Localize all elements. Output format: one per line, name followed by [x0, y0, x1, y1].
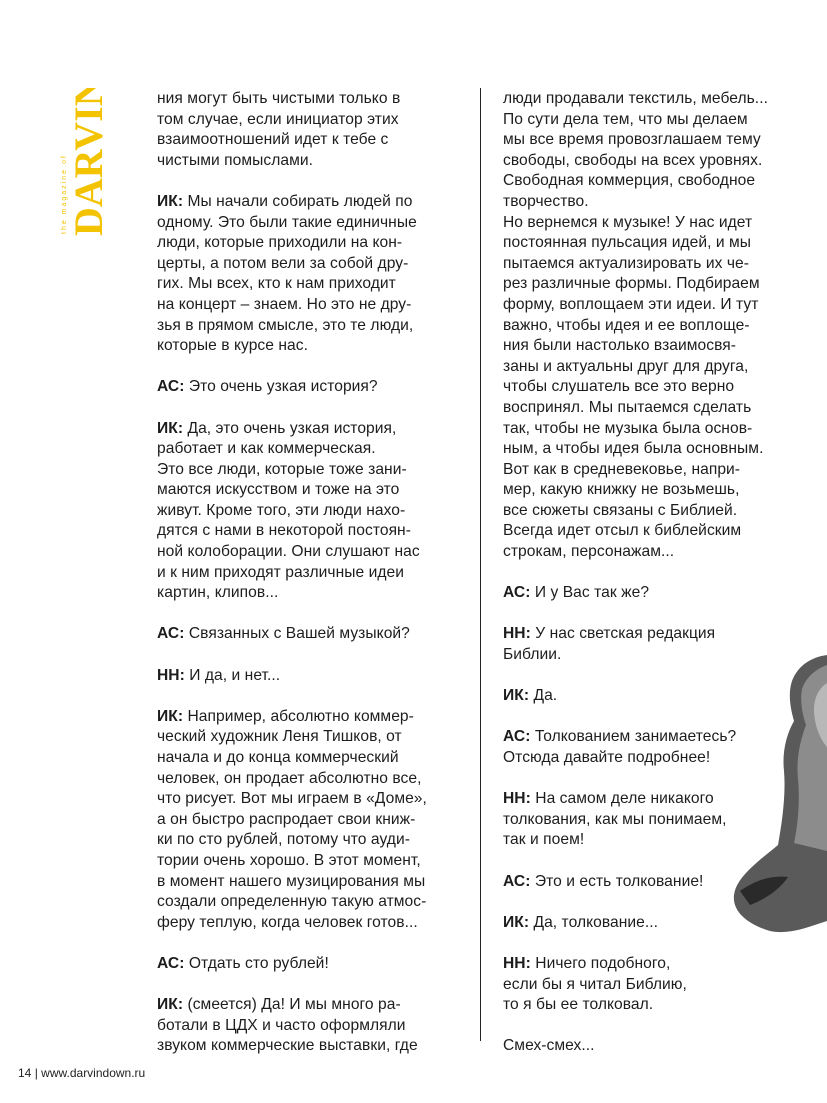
text-line [503, 357, 799, 378]
line-text: так и поем! [503, 831, 585, 849]
line-text: ной колоборации. Они слушают нас [157, 543, 420, 561]
line-text: создали определенную такую атмос- [157, 893, 427, 911]
line-text: все сюжеты связаны с Библией. [503, 501, 738, 519]
text-line [157, 501, 457, 522]
text-line [503, 89, 799, 110]
line-text: взаимоотношений идет к тебе с [157, 131, 389, 149]
text-line [157, 377, 457, 398]
line-text: свободы, свободы на всех уровнях. [503, 151, 763, 169]
text-line [503, 295, 799, 316]
line-text: люди, которые приходили на кон- [157, 234, 403, 252]
line-text: заны и актуальны друг для друга, [503, 357, 749, 375]
footer-separator: | [34, 1066, 38, 1080]
text-line [157, 110, 457, 131]
text-line [157, 624, 457, 645]
line-text: Да. [529, 687, 558, 705]
text-line [503, 954, 799, 975]
speaker-label: ИК: [503, 687, 530, 705]
line-text: рез различные формы. Подбираем [503, 275, 760, 293]
website-link[interactable]: www.darvindown.ru [41, 1066, 146, 1080]
line-text: Вот как в средневековье, напри- [503, 460, 741, 478]
line-text: чтобы слушатель все это верно [503, 378, 735, 396]
interview-paragraph [157, 954, 457, 975]
interview-paragraph [157, 377, 457, 398]
text-line [157, 769, 457, 790]
speaker-label: НН: [503, 625, 531, 643]
text-line [157, 1036, 457, 1057]
line-text: мы все время провозглашаем тему [503, 131, 761, 149]
text-line [157, 913, 457, 934]
line-text: одному. Это были такие единичные [157, 213, 417, 231]
line-text: ния могут быть чистыми только в [157, 90, 401, 107]
line-text: в момент нашего музицирования мы [157, 872, 426, 890]
text-line [157, 254, 457, 275]
line-text: И у Вас так же? [530, 584, 650, 602]
line-text: форму, воплощаем эти идеи. И тут [503, 295, 759, 313]
text-line [157, 872, 457, 893]
text-line [157, 748, 457, 769]
line-text: Мы начали собирать людей по [183, 192, 413, 210]
text-line [503, 233, 799, 254]
line-text: если бы я читал Библию, [503, 975, 687, 993]
text-line [503, 975, 799, 996]
line-text: гих. Мы всех, кто к нам приходит [157, 275, 396, 293]
line-text: Свободная коммерция, свободное [503, 172, 756, 190]
line-text: И да, и нет... [184, 666, 281, 684]
line-text: люди продавали текстиль, мебель... [503, 90, 768, 107]
line-text: воспринял. Мы пытаемся сделать [503, 398, 752, 416]
text-line [157, 89, 457, 110]
line-text: а он быстро распродает свои книж- [157, 810, 416, 828]
logo-wordmark: DARVIN [66, 88, 108, 236]
line-text: зья в прямом смысле, это те люди, [157, 316, 414, 334]
line-text: дятся с нами в некоторой постоян- [157, 522, 411, 540]
interview-paragraph [157, 192, 457, 357]
line-text: творчество. [503, 192, 589, 210]
text-line [157, 995, 457, 1016]
line-text: ния были настолько взаимосвя- [503, 337, 737, 355]
text-line [157, 295, 457, 316]
line-text: Связанных с Вашей музыкой? [184, 625, 410, 643]
line-text: Смех-смех... [503, 1037, 595, 1055]
line-text: (смеется) Да! И мы много ра- [183, 996, 401, 1014]
line-text: церты, а потом вели за собой дру- [157, 254, 409, 272]
text-line [157, 666, 457, 687]
line-text: Например, абсолютно коммер- [183, 707, 414, 725]
line-text: начала и до конца коммерческий [157, 749, 399, 766]
line-text: работает и как коммерческая. [157, 440, 376, 458]
text-line [157, 274, 457, 295]
text-line [503, 110, 799, 131]
line-text: Да, это очень узкая история, [183, 419, 397, 437]
interview-paragraph [157, 89, 457, 171]
line-text: мер, какую книжку не возьмешь, [503, 481, 740, 499]
line-text: что рисует. Вот мы играем в «Доме», [157, 790, 427, 808]
text-line [157, 830, 457, 851]
text-line [503, 398, 799, 419]
speaker-label: ИК: [157, 192, 184, 210]
text-line [503, 336, 799, 357]
line-text: ческий художник Леня Тишков, от [157, 728, 402, 746]
page-number: 14 [18, 1066, 32, 1080]
speaker-label: ИК: [157, 707, 184, 725]
line-text: том случае, если инициатор этих [157, 110, 399, 128]
line-text: человек, он продает абсолютно все, [157, 769, 422, 787]
line-text: Это и есть толкование! [530, 872, 704, 890]
text-line [503, 1036, 799, 1057]
line-text: тории очень хорошо. В этот момент, [157, 851, 421, 869]
logo-side-text: the magazine of [61, 154, 68, 234]
text-line [157, 130, 457, 151]
text-line [503, 316, 799, 337]
text-line [503, 130, 799, 151]
line-text: и к ним приходят различные идеи [157, 563, 405, 581]
line-text: постоянная пульсация идей, и мы [503, 234, 752, 252]
text-line [503, 254, 799, 275]
line-text: Да, толкование... [529, 913, 659, 931]
line-text: которые в курсе нас. [157, 337, 308, 355]
text-line [157, 316, 457, 337]
line-text: Библии. [503, 646, 562, 664]
text-line [503, 171, 799, 192]
line-text: Это очень узкая история? [184, 378, 378, 396]
line-text: ботали в ЦДХ и часто оформляли [157, 1016, 406, 1034]
text-line [157, 213, 457, 234]
interview-paragraph [503, 89, 799, 563]
text-line [157, 542, 457, 563]
interview-paragraph [503, 583, 799, 604]
line-text: Отдать сто рублей! [184, 954, 329, 972]
text-line [503, 192, 799, 213]
line-text: По сути дела тем, что мы делаем [503, 110, 748, 128]
text-line [503, 501, 799, 522]
text-line [503, 419, 799, 440]
text-line [157, 810, 457, 831]
text-line [503, 377, 799, 398]
text-line [503, 624, 799, 645]
cropped-photo [730, 655, 827, 945]
line-text: так, чтобы не музыка была основ- [503, 419, 753, 437]
line-text: важно, чтобы идея и ее воплоще- [503, 316, 750, 334]
line-text: На самом деле никакого [530, 790, 714, 808]
text-line [157, 233, 457, 254]
speaker-label: АС: [503, 872, 531, 890]
interview-paragraph [503, 1036, 799, 1057]
text-line [157, 480, 457, 501]
line-text: звуком коммерческие выставки, где [157, 1037, 418, 1055]
magazine-logo [58, 88, 108, 238]
text-line [157, 851, 457, 872]
line-text: феру теплую, когда человек готов... [157, 913, 418, 931]
line-text: Ничего подобного, [530, 954, 671, 972]
interview-paragraph [157, 995, 457, 1057]
column-divider [480, 88, 481, 1041]
text-line [157, 789, 457, 810]
text-line [157, 563, 457, 584]
text-line [157, 1016, 457, 1037]
line-text: ным, а чтобы идея была основным. [503, 440, 764, 458]
speaker-label: НН: [157, 666, 185, 684]
text-line [157, 151, 457, 172]
page-footer [18, 1066, 145, 1080]
text-line [503, 213, 799, 234]
line-text: на концерт – знаем. Но это не дру- [157, 295, 412, 313]
speaker-label: НН: [503, 954, 531, 972]
interview-paragraph [157, 419, 457, 604]
text-line [503, 460, 799, 481]
interview-paragraph [503, 954, 799, 1016]
text-line [503, 151, 799, 172]
line-text: строкам, персонажам... [503, 543, 675, 561]
text-line [503, 583, 799, 604]
line-text: живут. Кроме того, эти люди нахо- [157, 501, 406, 519]
speaker-label: АС: [157, 378, 185, 396]
line-text: Но вернемся к музыке! У нас идет [503, 213, 753, 231]
speaker-label: НН: [503, 790, 531, 808]
line-text: ки по сто рублей, потому что ауди- [157, 831, 410, 849]
line-text: Отсюда давайте подробнее! [503, 749, 711, 766]
speaker-label: АС: [157, 625, 185, 643]
text-line [157, 727, 457, 748]
speaker-label: ИК: [157, 419, 184, 437]
line-text: пытаемся актуализировать их че- [503, 254, 749, 272]
line-text: У нас светская редакция [530, 625, 716, 643]
speaker-label: ИК: [503, 913, 530, 931]
line-text: толкования, как мы понимаем, [503, 810, 727, 828]
line-text: чистыми помыслами. [157, 151, 314, 169]
text-line [503, 995, 799, 1016]
text-line [157, 583, 457, 604]
text-line [157, 707, 457, 728]
text-line [157, 336, 457, 357]
speaker-label: АС: [503, 728, 531, 746]
text-line [157, 192, 457, 213]
text-line [157, 892, 457, 913]
line-text: Всегда идет отсыл к библейским [503, 522, 742, 540]
speaker-label: ИК: [157, 996, 184, 1014]
line-text: Это все люди, которые тоже зани- [157, 460, 407, 478]
text-line [157, 521, 457, 542]
speaker-label: АС: [157, 954, 185, 972]
left-column [157, 89, 457, 1078]
interview-paragraph [157, 666, 457, 687]
line-text: Толкованием занимаетесь? [530, 728, 737, 746]
speaker-label: АС: [503, 584, 531, 602]
line-text: то я бы ее толковал. [503, 996, 654, 1014]
interview-paragraph [157, 707, 457, 934]
text-line [157, 419, 457, 440]
text-line [503, 521, 799, 542]
line-text: картин, клипов... [157, 584, 279, 602]
text-line [503, 480, 799, 501]
text-line [157, 954, 457, 975]
text-line [503, 274, 799, 295]
text-line [157, 460, 457, 481]
interview-paragraph [157, 624, 457, 645]
text-line [503, 542, 799, 563]
text-line [503, 439, 799, 460]
line-text: маются искусством и тоже на это [157, 481, 400, 499]
text-line [157, 439, 457, 460]
